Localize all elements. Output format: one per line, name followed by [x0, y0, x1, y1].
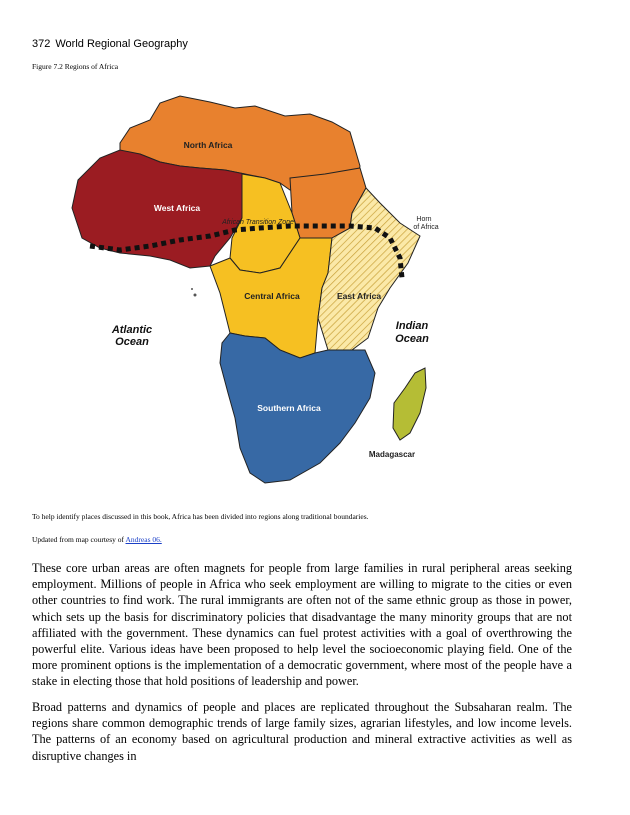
figure-description: To help identify places discussed in this book, Africa has been divided into regions along traditional boundaries. [32, 512, 369, 521]
indian-ocean-label-line1: Indian [395, 320, 429, 332]
body-paragraph-1: These core urban areas are often magnets for people from large families in rural peripheral areas seeking employment. Millions of people in Africa who seek employment are willing to migrate to the cities or even other countries to find work. The rural immigrants are often not of the same ethnic group as those in power, which sets up the basis for discriminatory policies that disadvantage the many minority groups that are not affiliated with the government. These dynamics can fuel protest activities with a goal of overthrowing the powerful elite. Various ideas have been proposed to help level the socioeconomic playing field. One of the more prominent options is the implementation of a democratic government, where most of the people have a stake in electing those that hold positions of leadership and power. [32, 561, 572, 689]
transition-zone-label: African Transition Zone [222, 219, 294, 226]
horn-label-line1: Horn [416, 216, 432, 223]
running-header [32, 38, 188, 50]
atlantic-ocean-label-line1: Atlantic [111, 324, 153, 336]
credit-link[interactable]: Andreas 06. [125, 535, 162, 544]
atlantic-ocean-label-line2: Ocean [115, 336, 149, 348]
west-africa-label: West Africa [153, 203, 201, 213]
central-africa-label: Central Africa [244, 291, 300, 301]
island-dot [194, 294, 197, 297]
madagascar-island [393, 368, 426, 440]
africa-regions-map [60, 88, 470, 498]
island-dot [191, 288, 193, 290]
figure-credit [32, 535, 162, 544]
book-title: World Regional Geography [55, 38, 188, 50]
horn-label-line2: of Africa [413, 224, 439, 231]
indian-ocean-label-line2: Ocean [395, 333, 429, 345]
north-africa-label: North Africa [183, 140, 233, 150]
page-number: 372 [32, 38, 51, 50]
body-paragraph-2: Broad patterns and dynamics of people and places are replicated throughout the Subsaharan realm. The regions share common demographic trends of large family sizes, agrarian lifestyles, and low income levels. The patterns of an economy based on agricultural production and mineral extractive activities as well as disruptive changes in [32, 700, 572, 763]
southern-africa-label: Southern Africa [257, 403, 321, 413]
east-africa-label: East Africa [336, 291, 382, 301]
credit-prefix: Updated from map courtesy of [32, 535, 126, 544]
figure-caption: Figure 7.2 Regions of Africa [32, 62, 119, 71]
madagascar-label: Madagascar [368, 450, 416, 459]
